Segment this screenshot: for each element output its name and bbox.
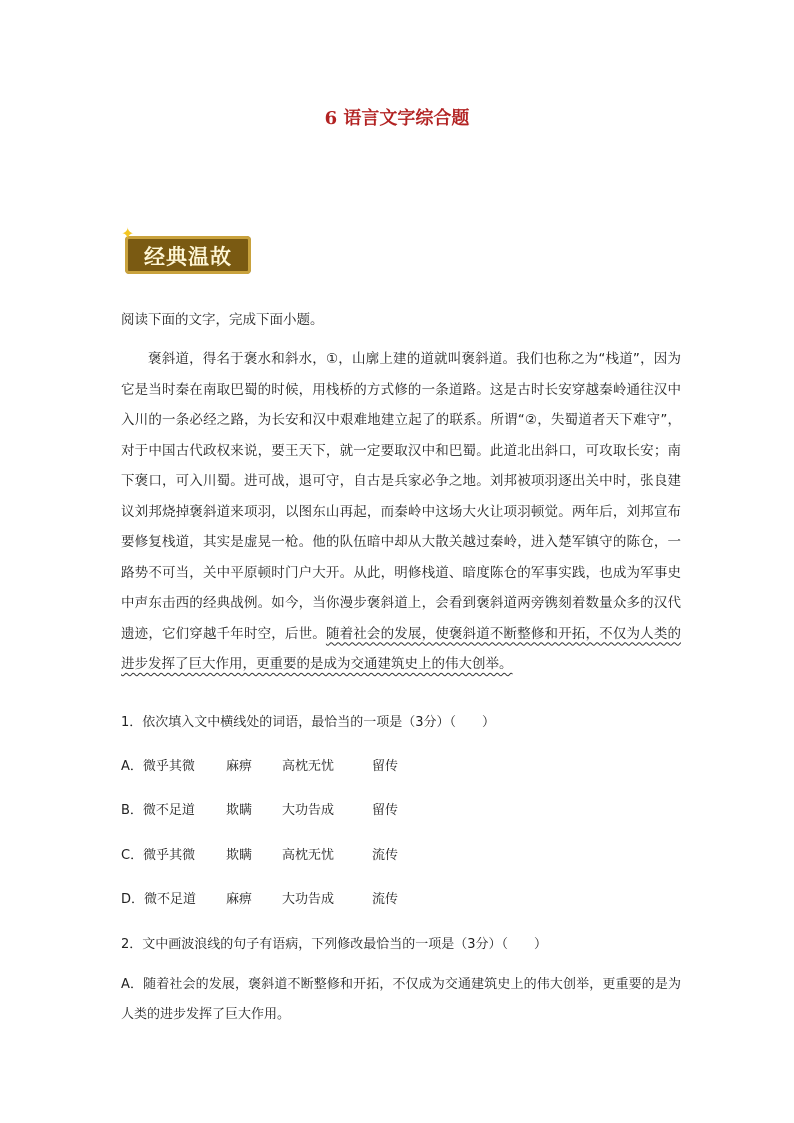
option-term: 大功告成 xyxy=(282,803,335,818)
question-2-stem: 2．文中画波浪线的句子有语病，下列修改最恰当的一项是（3分）（ ） xyxy=(121,937,548,952)
option-term: 高枕无忧 xyxy=(282,848,335,863)
question-1-option-a xyxy=(121,755,398,774)
instruction-text: 阅读下面的文字，完成下面小题。 xyxy=(121,312,324,328)
section-badge xyxy=(121,224,251,274)
option-term: 欺瞒 xyxy=(226,848,253,863)
option-term: 大功告成 xyxy=(282,892,335,907)
option-term: 流传 xyxy=(372,848,399,863)
option-term: 欺瞒 xyxy=(226,803,253,818)
option-term: 留传 xyxy=(372,803,399,818)
question-1-option-b xyxy=(121,799,398,818)
question-1-stem: 1．依次填入文中横线处的词语，最恰当的一项是（3分）（ ） xyxy=(121,715,496,730)
star-icon: ✦ xyxy=(121,224,135,243)
option-term: D．微不足道 xyxy=(121,892,197,907)
option-term: 留传 xyxy=(372,759,399,774)
option-term: 麻痹 xyxy=(226,759,253,774)
question-1-option-d xyxy=(121,888,398,907)
option-term: A．微乎其微 xyxy=(121,759,195,774)
option-term: B．微不足道 xyxy=(121,803,195,818)
question-2-option-a: A．随着社会的发展，褒斜道不断整修和开拓，不仅成为交通建筑史上的伟大创举，更重要的是为人类的进步发挥了巨大作用。 xyxy=(121,977,681,1022)
section-badge-label: 经典温故 xyxy=(144,244,232,269)
option-term: C．微乎其微 xyxy=(121,848,196,863)
reading-passage xyxy=(121,344,681,680)
option-term: 高枕无忧 xyxy=(282,759,335,774)
option-term: 麻痹 xyxy=(226,892,253,907)
page-title: 6 语言文字综合题 xyxy=(324,108,470,129)
option-term: 流传 xyxy=(372,892,399,907)
question-1-option-c xyxy=(121,844,398,863)
passage-main-text: 褒斜道，得名于褒水和斜水，①，山廓上建的道就叫褒斜道。我们也称之为“栈道”，因为它是当时秦在南取巴蜀的时候，用栈桥的方式修的一条道路。这是古时长安穿越秦岭通往汉中入川的一条必经之路，为长安和汉中艰难地建立起了的联系。所谓“②，失蜀道者天下难守”，对于中国古代政权来说，要王天下，就一定要取汉中和巴蜀。此道北出斜口，可攻取长安；南下褒口，可入川蜀。进可战，退可守，自古是兵家必争之地。刘邦被项羽逐出关中时，张良建议刘邦烧掉褒斜道来项羽，以图东山再起，而秦岭中这场大火让项羽顿觉。两年后，刘邦宣布要修复栈道，其实是虚晃一枪。他的队伍暗中却从大散关越过秦岭，进入楚军镇守的陈仓，一路势不可当，关中平原顿时门户大开。从此，明修栈道、暗度陈仓的军事实践，也成为军事史中声东击西的经典战例。如今，当你漫步褒斜道上，会看到褒斜道两旁镌刻着数量众多的汉代遗迹，它们穿越千年时空，后世。 xyxy=(121,351,681,642)
wavy-underlined-sentence: 随着社会的发展，使褒斜道不断整修和开拓，不仅为人类的进步发挥了巨大作用，更重要的是成为交通建筑史上的伟大创举。 xyxy=(121,625,681,672)
